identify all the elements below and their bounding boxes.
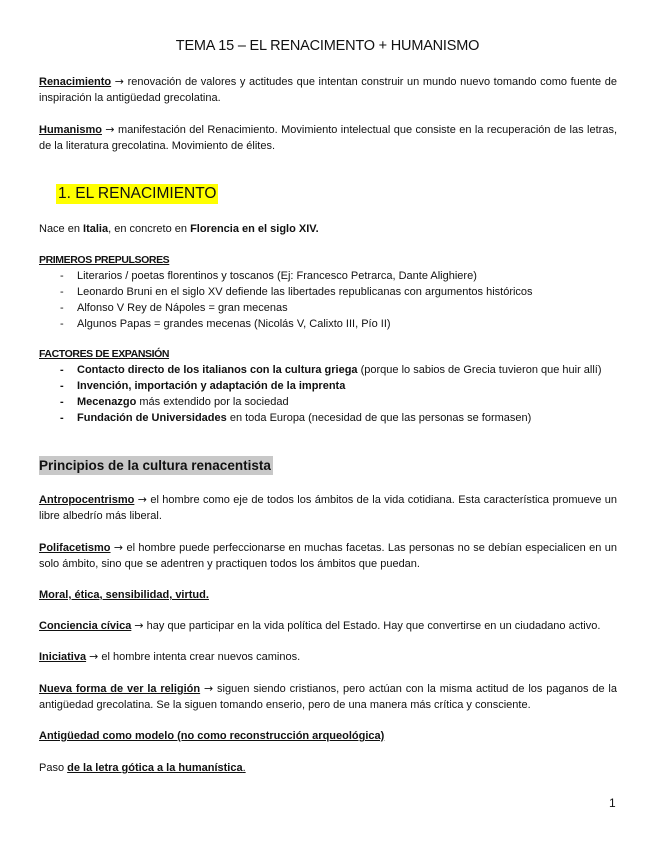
humanismo-term: Humanismo [39,124,102,136]
origin-city: Florencia en el siglo XIV. [190,223,319,235]
antropocentrismo-paragraph [39,492,617,524]
list-item-bold: Contacto directo de los italianos con la cultura griega [77,364,358,376]
polifacetismo-text: el hombre puede perfeccionarse en muchas facetas. Las personas no se debían especialicen en un solo ámbito, sino que se adentren y practiquen todos los ámbitos que puedan. [39,542,617,570]
list-item-bold: Mecenazgo [77,396,137,408]
humanismo-definition [39,122,617,154]
dash-bullet: - [60,412,64,424]
antropocentrismo-text: el hombre como eje de todos los ámbitos de la vida cotidiana. Esta característica promueve un libre albedrío más liberal. [39,494,617,522]
list-item [39,284,617,300]
arrow-right-icon: → [203,682,214,695]
religion-term: Nueva forma de ver la religión [39,683,201,695]
religion-paragraph [39,681,617,713]
list-item [39,362,617,378]
moral-term: Moral, ética, sensibilidad, virtud. [39,589,209,601]
dash-bullet: - [60,318,64,330]
list-item-text: Literarios / poetas florentinos y toscanos (Ej: Francesco Petrarca, Dante Alighiere) [77,270,477,282]
arrow-right-icon: → [105,123,115,136]
renacimiento-definition [39,74,617,106]
iniciativa-text: el hombre intenta crear nuevos caminos. [98,651,301,663]
factores-heading: FACTORES DE EXPANSIÓN [39,348,170,360]
arrow-right-icon: → [137,493,147,506]
origin-mid: , en concreto en [108,223,191,235]
list-item [39,394,617,410]
list-item [39,410,617,426]
renacimiento-term: Renacimiento [39,76,112,88]
paso-bold: de la letra gótica a la humanística [67,762,243,774]
antropocentrismo-term: Antropocentrismo [39,494,135,506]
origin-place: Italia [83,223,109,235]
dash-bullet: - [60,270,64,282]
arrow-right-icon: → [113,541,124,554]
page-title: TEMA 15 – EL RENACIMENTO + HUMANISMO [175,38,480,54]
list-item-bold: Invención, importación y adaptación de la imprenta [77,380,346,392]
prepulsores-section [39,252,617,332]
list-item-bold: Fundación de Universidades [77,412,227,424]
antiguedad-line [39,728,617,744]
moral-line [39,587,617,603]
section-heading-renacimiento: 1. EL RENACIMIENTO [58,185,217,202]
conciencia-text: hay que participar en la vida política del Estado. Hay que convertirse en un ciudadano activo. [143,620,601,632]
iniciativa-paragraph [39,649,617,665]
renacimiento-text: renovación de valores y actitudes que intentan construir un mundo nuevo tomando como fuente de inspiración la antigüedad grecolatina. [39,76,618,104]
dash-bullet: - [60,396,64,408]
factores-list [39,362,617,426]
dash-bullet: - [60,380,64,392]
paso-line [39,760,617,776]
dash-bullet: - [60,364,64,376]
paso-pre: Paso [39,762,68,774]
list-item [39,378,617,394]
origin-pre: Nace en [39,223,84,235]
page-number: 1 [609,796,616,810]
conciencia-term: Conciencia cívica [39,620,132,632]
humanismo-text: manifestación del Renacimiento. Movimiento intelectual que consiste en la recuperación de las letras, de la literatura grecolatina. Movimiento de élites. [39,124,617,152]
polifacetismo-term: Polifacetismo [39,542,111,554]
list-item [39,316,617,332]
list-item-text: más extendido por la sociedad [136,396,289,408]
origin-line [39,221,617,237]
prepulsores-list [39,268,617,332]
list-item-text: en toda Europa (necesidad de que las personas se formasen) [226,412,532,424]
paso-end: . [242,762,246,774]
prepulsores-heading: PRIMEROS PREPULSORES [39,254,170,266]
list-item-text: Alfonso V Rey de Nápoles = gran mecenas [77,302,288,314]
conciencia-paragraph [39,618,617,634]
principios-heading: Principios de la cultura renacentista [39,458,271,473]
arrow-right-icon: → [134,619,144,632]
iniciativa-term: Iniciativa [39,651,87,663]
list-item-text: Algunos Papas = grandes mecenas (Nicolás V, Calixto III, Pío II) [77,318,391,330]
list-item-text: (porque lo sabios de Grecia tuvieron que huir allí) [357,364,602,376]
polifacetismo-paragraph [39,540,617,572]
factores-section [39,346,617,426]
arrow-right-icon: → [114,75,124,88]
antiguedad-term: Antigüedad como modelo (no como reconstrucción arqueológica) [39,730,385,742]
dash-bullet: - [60,302,64,314]
arrow-right-icon: → [89,650,99,663]
dash-bullet: - [60,286,64,298]
list-item-text: Leonardo Bruni en el siglo XV defiende las libertades republicanas con argumentos históricos [77,286,533,298]
list-item [39,268,617,284]
religion-text: siguen siendo cristianos, pero actúan con la misma actitud de los paganos de la antigüedad grecolatina. Se la siguen tomando enserio, pero de una manera más crítica y consciente. [39,683,617,711]
list-item [39,300,617,316]
